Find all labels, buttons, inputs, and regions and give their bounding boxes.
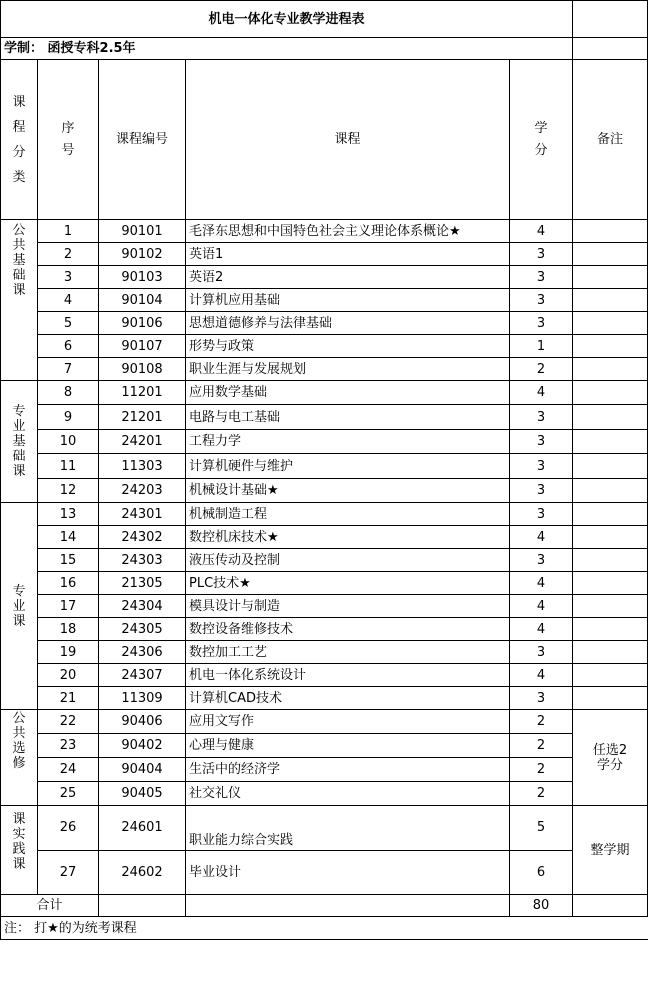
row-course: 机电一体化系统设计 — [186, 664, 510, 687]
row-credit: 4 — [510, 220, 573, 243]
row-no: 11 — [38, 454, 99, 479]
row-code: 24602 — [99, 851, 186, 895]
table-row — [1, 405, 648, 430]
row-remark — [573, 430, 648, 454]
row-code: 90406 — [99, 710, 186, 734]
row-no: 18 — [38, 618, 99, 641]
row-no: 27 — [38, 851, 99, 895]
row-course: 思想道德修养与法律基础 — [186, 312, 510, 335]
row-credit: 4 — [510, 381, 573, 405]
row-remark — [573, 595, 648, 618]
row-course: 英语2 — [186, 266, 510, 289]
table-title: 机电一体化专业教学进程表 — [1, 1, 573, 38]
row-code: 24302 — [99, 526, 186, 549]
row-credit: 4 — [510, 664, 573, 687]
row-code: 21305 — [99, 572, 186, 595]
empty-cell — [573, 1, 648, 38]
row-credit: 2 — [510, 710, 573, 734]
row-code: 90405 — [99, 782, 186, 806]
row-no: 4 — [38, 289, 99, 312]
row-credit: 4 — [510, 595, 573, 618]
row-remark — [573, 526, 648, 549]
row-credit: 4 — [510, 618, 573, 641]
row-remark — [573, 549, 648, 572]
row-course: 社交礼仪 — [186, 782, 510, 806]
row-course: 计算机硬件与维护 — [186, 454, 510, 479]
row-credit: 3 — [510, 641, 573, 664]
header-remark: 备注 — [573, 60, 648, 220]
row-credit: 3 — [510, 243, 573, 266]
row-no: 16 — [38, 572, 99, 595]
row-course: 应用文写作 — [186, 710, 510, 734]
row-credit: 3 — [510, 430, 573, 454]
row-no: 17 — [38, 595, 99, 618]
row-code: 24305 — [99, 618, 186, 641]
row-course: 数控加工工艺 — [186, 641, 510, 664]
row-course: 数控设备维修技术 — [186, 618, 510, 641]
empty-cell — [573, 38, 648, 60]
table-row — [1, 503, 648, 526]
row-code: 11303 — [99, 454, 186, 479]
total-label: 合计 — [1, 895, 99, 917]
table-row — [1, 710, 648, 734]
row-code: 90107 — [99, 335, 186, 358]
row-no: 2 — [38, 243, 99, 266]
table-row — [1, 312, 648, 335]
row-credit: 3 — [510, 312, 573, 335]
row-course: 机械设计基础★ — [186, 479, 510, 503]
practice-remark: 整学期 — [573, 806, 648, 895]
row-remark — [573, 572, 648, 595]
row-remark — [573, 503, 648, 526]
row-code: 24303 — [99, 549, 186, 572]
row-code: 24306 — [99, 641, 186, 664]
row-credit: 6 — [510, 851, 573, 895]
table-row — [1, 430, 648, 454]
row-no: 3 — [38, 266, 99, 289]
row-no: 12 — [38, 479, 99, 503]
row-course: 英语1 — [186, 243, 510, 266]
row-course: 心理与健康 — [186, 734, 510, 758]
table-row — [1, 549, 648, 572]
table-row — [1, 335, 648, 358]
table-row — [1, 381, 648, 405]
row-credit: 3 — [510, 479, 573, 503]
row-credit: 3 — [510, 687, 573, 710]
row-course: 毛泽东思想和中国特色社会主义理论体系概论★ — [186, 220, 510, 243]
row-course: 机械制造工程 — [186, 503, 510, 526]
row-remark — [573, 266, 648, 289]
row-credit: 2 — [510, 734, 573, 758]
table-row — [1, 734, 648, 758]
row-code: 90402 — [99, 734, 186, 758]
table-row — [1, 243, 648, 266]
header-credit: 学 分 — [510, 60, 573, 220]
table-row — [1, 595, 648, 618]
row-remark — [573, 312, 648, 335]
row-remark — [573, 289, 648, 312]
table-row — [1, 758, 648, 782]
row-no: 6 — [38, 335, 99, 358]
row-remark — [573, 641, 648, 664]
row-code: 90103 — [99, 266, 186, 289]
row-credit: 2 — [510, 782, 573, 806]
row-remark — [573, 405, 648, 430]
row-course: 应用数学基础 — [186, 381, 510, 405]
row-remark — [573, 381, 648, 405]
table-row — [1, 289, 648, 312]
row-code: 90106 — [99, 312, 186, 335]
table-row — [1, 266, 648, 289]
row-remark — [573, 454, 648, 479]
row-course: 计算机应用基础 — [186, 289, 510, 312]
row-remark — [573, 335, 648, 358]
table-row — [1, 687, 648, 710]
study-length: 学制： 函授专科2.5年 — [1, 38, 573, 60]
row-credit: 3 — [510, 549, 573, 572]
row-credit: 2 — [510, 358, 573, 381]
row-credit: 4 — [510, 572, 573, 595]
row-course: 职业生涯与发展规划 — [186, 358, 510, 381]
row-code: 90108 — [99, 358, 186, 381]
header-course: 课程 — [186, 60, 510, 220]
row-no: 23 — [38, 734, 99, 758]
row-no: 5 — [38, 312, 99, 335]
row-no: 8 — [38, 381, 99, 405]
row-remark — [573, 618, 648, 641]
row-code: 90102 — [99, 243, 186, 266]
row-credit: 3 — [510, 405, 573, 430]
table-row — [1, 641, 648, 664]
row-no: 24 — [38, 758, 99, 782]
row-credit: 3 — [510, 454, 573, 479]
row-no: 13 — [38, 503, 99, 526]
row-code: 11309 — [99, 687, 186, 710]
category-practice: 课 实 践 课 — [1, 806, 38, 895]
header-category: 课 程 分 类 — [1, 60, 38, 220]
table-row — [1, 851, 648, 895]
row-code: 24304 — [99, 595, 186, 618]
row-code: 90104 — [99, 289, 186, 312]
row-no: 1 — [38, 220, 99, 243]
table-row — [1, 572, 648, 595]
row-no: 7 — [38, 358, 99, 381]
table-row — [1, 782, 648, 806]
row-credit: 1 — [510, 335, 573, 358]
table-row — [1, 220, 648, 243]
table-row — [1, 526, 648, 549]
header-code: 课程编号 — [99, 60, 186, 220]
table-row — [1, 664, 648, 687]
total-credit: 80 — [510, 895, 573, 917]
row-code: 24301 — [99, 503, 186, 526]
row-course: PLC技术★ — [186, 572, 510, 595]
row-code: 24307 — [99, 664, 186, 687]
table-row — [1, 479, 648, 503]
row-code: 90101 — [99, 220, 186, 243]
row-credit: 3 — [510, 266, 573, 289]
row-code: 90404 — [99, 758, 186, 782]
row-no: 20 — [38, 664, 99, 687]
row-course: 毕业设计 — [186, 851, 510, 895]
row-course: 工程力学 — [186, 430, 510, 454]
category-major-basic: 专 业 基 础 课 — [1, 381, 38, 503]
row-credit: 3 — [510, 289, 573, 312]
row-credit: 5 — [510, 806, 573, 851]
row-course: 职业能力综合实践 — [186, 806, 510, 851]
row-course: 生活中的经济学 — [186, 758, 510, 782]
row-code: 24203 — [99, 479, 186, 503]
row-no: 21 — [38, 687, 99, 710]
row-no: 19 — [38, 641, 99, 664]
row-course: 液压传动及控制 — [186, 549, 510, 572]
footnote: 注： 打★的为统考课程 — [1, 917, 648, 940]
table-row — [1, 454, 648, 479]
row-remark — [573, 687, 648, 710]
row-remark — [573, 664, 648, 687]
row-remark — [573, 479, 648, 503]
row-no: 25 — [38, 782, 99, 806]
row-no: 15 — [38, 549, 99, 572]
category-public-basic: 公 共 基 础 课 — [1, 220, 38, 381]
row-course: 形势与政策 — [186, 335, 510, 358]
row-remark — [573, 243, 648, 266]
category-public-elective: 公 共 选 修 — [1, 710, 38, 806]
row-remark — [573, 220, 648, 243]
row-credit: 4 — [510, 526, 573, 549]
row-code: 21201 — [99, 405, 186, 430]
elective-remark: 任选2 学分 — [573, 710, 648, 806]
row-no: 22 — [38, 710, 99, 734]
table-row — [1, 618, 648, 641]
row-code: 11201 — [99, 381, 186, 405]
row-no: 26 — [38, 806, 99, 851]
row-course: 计算机CAD技术 — [186, 687, 510, 710]
empty-cell — [186, 895, 510, 917]
row-code: 24601 — [99, 806, 186, 851]
row-course: 电路与电工基础 — [186, 405, 510, 430]
row-course: 模具设计与制造 — [186, 595, 510, 618]
category-major: 专 业 课 — [1, 503, 38, 710]
row-remark — [573, 358, 648, 381]
table-row — [1, 806, 648, 851]
row-credit: 3 — [510, 503, 573, 526]
row-no: 10 — [38, 430, 99, 454]
empty-cell — [573, 895, 648, 917]
footnote-row — [1, 917, 648, 940]
row-code: 24201 — [99, 430, 186, 454]
table-row — [1, 358, 648, 381]
row-no: 9 — [38, 405, 99, 430]
header-seq: 序 号 — [38, 60, 99, 220]
row-no: 14 — [38, 526, 99, 549]
row-credit: 2 — [510, 758, 573, 782]
empty-cell — [99, 895, 186, 917]
total-row — [1, 895, 648, 917]
row-course: 数控机床技术★ — [186, 526, 510, 549]
